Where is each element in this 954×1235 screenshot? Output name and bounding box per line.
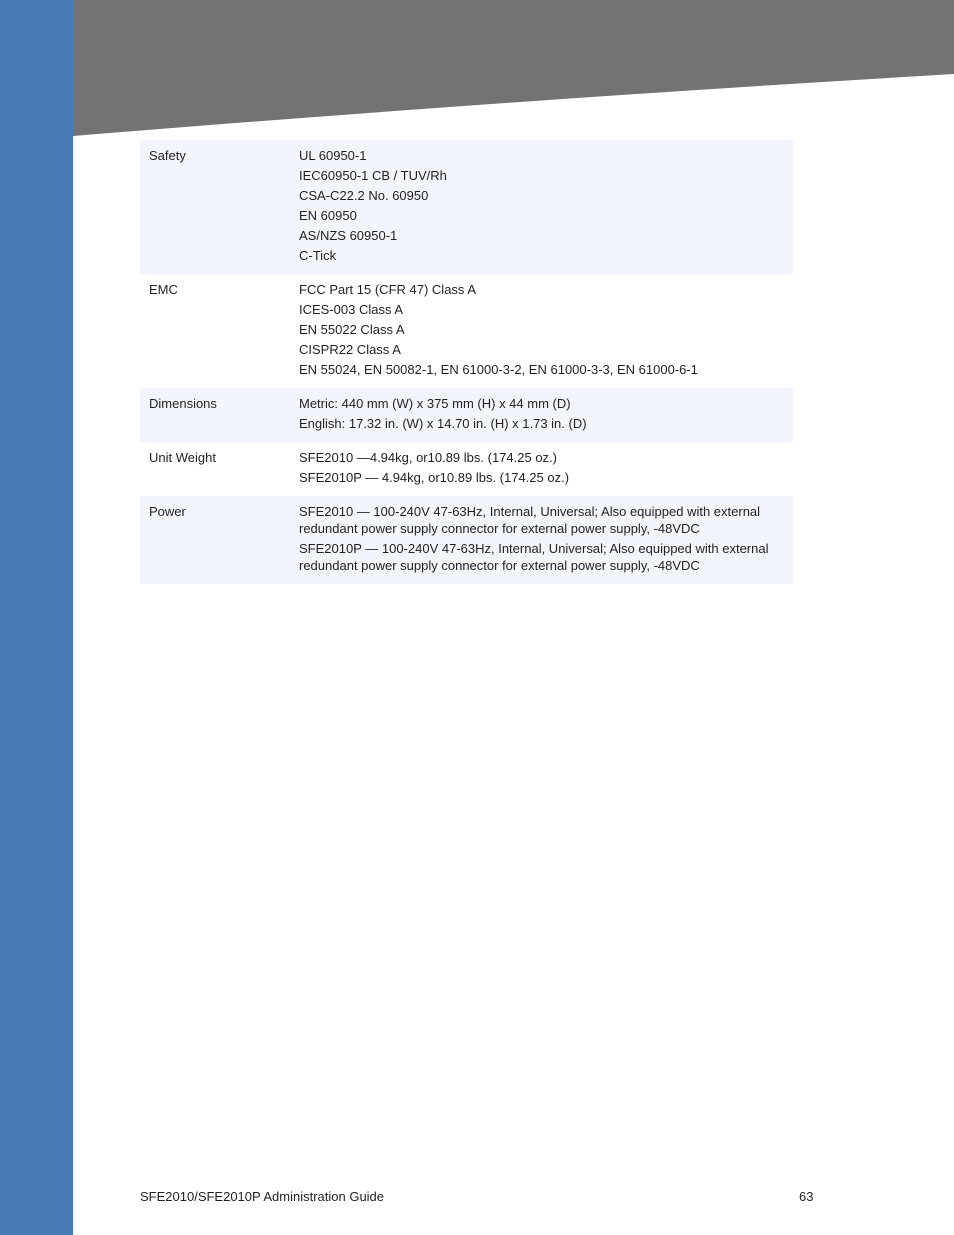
- spec-value: EN 55024, EN 50082-1, EN 61000-3-2, EN 61000-3-3, EN 61000-6-1: [299, 362, 698, 377]
- spec-label: EMC: [149, 282, 178, 297]
- header-band: [73, 0, 954, 140]
- spec-label: Dimensions: [149, 396, 217, 411]
- spec-values: [299, 394, 793, 435]
- spec-row-safety: [140, 140, 793, 274]
- spec-row-unit-weight: [140, 442, 793, 496]
- spec-value: SFE2010 — 100-240V 47-63Hz, Internal, Universal; Also equipped with external redundant power supply connector for external power supply, -48VDC: [299, 504, 761, 536]
- spec-label: Power: [149, 504, 186, 519]
- spec-value: CSA-C22.2 No. 60950: [299, 188, 429, 203]
- spec-value: EN 60950: [299, 208, 357, 223]
- spec-value: C-Tick: [299, 248, 337, 263]
- spec-value: SFE2010P — 4.94kg, or10.89 lbs. (174.25 oz.): [299, 470, 570, 485]
- spec-value: English: 17.32 in. (W) x 14.70 in. (H) x 1.73 in. (D): [299, 416, 587, 431]
- header-swoosh: [73, 0, 954, 140]
- spec-value: AS/NZS 60950-1: [299, 228, 398, 243]
- spec-value: Metric: 440 mm (W) x 375 mm (H) x 44 mm (D): [299, 396, 571, 411]
- spec-row-emc: [140, 274, 793, 388]
- spec-value: SFE2010 —4.94kg, or10.89 lbs. (174.25 oz.): [299, 450, 557, 465]
- spec-value: UL 60950-1: [299, 148, 367, 163]
- spec-values: [299, 448, 793, 489]
- side-color-bar: [0, 0, 73, 1235]
- spec-values: [299, 502, 793, 577]
- spec-value: FCC Part 15 (CFR 47) Class A: [299, 282, 476, 297]
- spec-label: Unit Weight: [149, 450, 216, 465]
- footer-page-number: 63: [799, 1189, 814, 1204]
- spec-row-power: [140, 496, 793, 584]
- spec-value: CISPR22 Class A: [299, 342, 401, 357]
- spec-values: [299, 280, 793, 381]
- spec-value: ICES-003 Class A: [299, 302, 404, 317]
- spec-values: [299, 146, 793, 267]
- spec-value: EN 55022 Class A: [299, 322, 405, 337]
- spec-row-dimensions: [140, 388, 793, 442]
- spec-label: Safety: [149, 148, 186, 163]
- spec-table: [140, 140, 793, 584]
- footer-guide-title: SFE2010/SFE2010P Administration Guide: [140, 1189, 385, 1204]
- spec-value: IEC60950-1 CB / TUV/Rh: [299, 168, 447, 183]
- spec-value: SFE2010P — 100-240V 47-63Hz, Internal, Universal; Also equipped with external redundant power supply connector for external power supply, -48VDC: [299, 541, 769, 573]
